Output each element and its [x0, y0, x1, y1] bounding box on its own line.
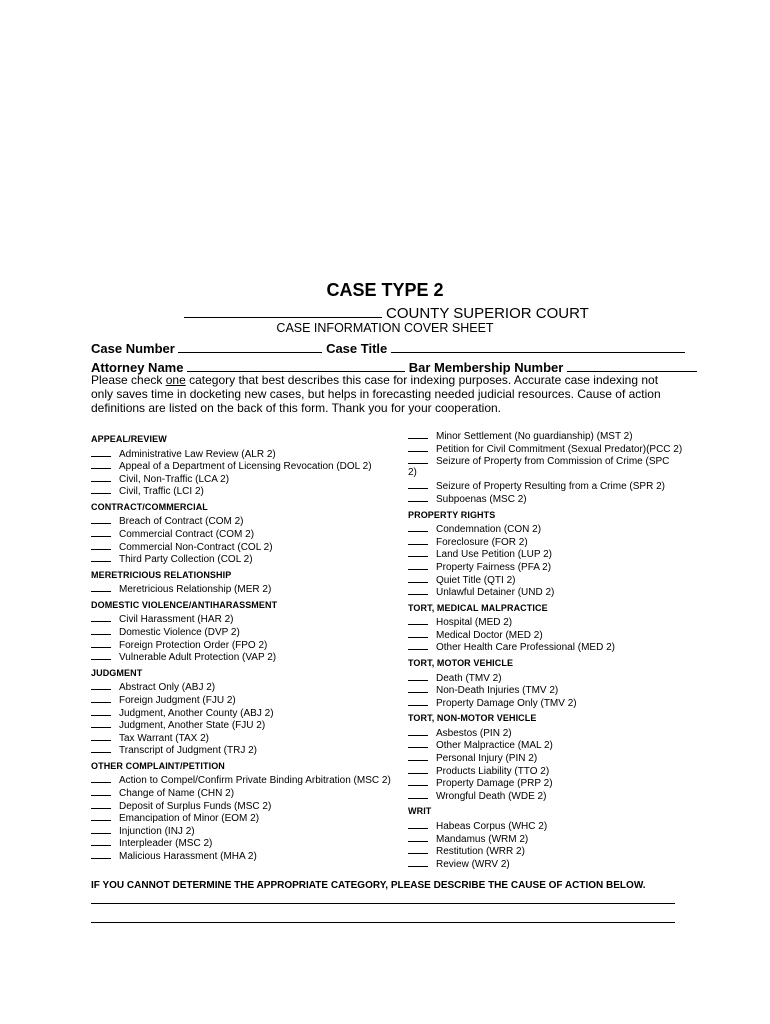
case-title-label: Case Title	[326, 341, 388, 356]
checkbox-blank[interactable]	[91, 811, 111, 821]
case-number-row	[91, 340, 685, 356]
category-option	[91, 612, 233, 625]
checkbox-blank[interactable]	[91, 484, 111, 494]
section-heading: TORT, MEDICAL MALPRACTICE	[408, 602, 548, 613]
checkbox-blank[interactable]	[91, 799, 111, 809]
checkbox-blank[interactable]	[408, 535, 428, 545]
category-option	[91, 540, 273, 553]
checkbox-blank[interactable]	[91, 849, 111, 859]
checkbox-blank[interactable]	[408, 751, 428, 761]
category-label: Commercial Non-Contract (COL 2)	[119, 541, 273, 553]
category-option	[91, 472, 229, 485]
bar-number-field[interactable]	[567, 359, 697, 372]
category-label: Other Malpractice (MAL 2)	[436, 740, 553, 752]
category-label: Judgment, Another County (ABJ 2)	[119, 707, 274, 719]
intro-text: Please check	[91, 373, 166, 387]
checkbox-blank[interactable]	[408, 492, 428, 502]
category-label: Property Damage Only (TMV 2)	[436, 697, 577, 709]
bar-number-label: Bar Membership Number	[408, 360, 564, 375]
category-label: Malicious Harassment (MHA 2)	[119, 851, 257, 862]
category-label: Transcript of Judgment (TRJ 2)	[119, 745, 258, 757]
category-option	[408, 429, 633, 442]
category-label: Meretricious Relationship (MER 2)	[119, 584, 272, 596]
category-option	[408, 640, 615, 653]
category-label: Petition for Civil Commitment (Sexual Predator)(PCC 2)	[436, 443, 683, 455]
category-label: Tax Warrant (TAX 2)	[119, 732, 210, 744]
checkbox-blank[interactable]	[408, 454, 428, 464]
category-option	[408, 726, 512, 739]
section-heading: TORT, NON-MOTOR VEHICLE	[408, 713, 537, 724]
category-option	[408, 751, 537, 764]
category-option	[408, 696, 577, 709]
category-option	[91, 811, 259, 824]
category-option	[408, 522, 541, 535]
category-option	[91, 527, 254, 540]
court-suffix: COUNTY SUPERIOR COURT	[386, 305, 589, 322]
section-heading: MERETRICIOUS RELATIONSHIP	[91, 569, 232, 580]
category-label: Foreclosure (FOR 2)	[436, 536, 528, 548]
checkbox-blank[interactable]	[408, 585, 428, 595]
case-number-label: Case Number	[91, 341, 175, 356]
category-label: Quiet Title (QTI 2)	[436, 574, 516, 586]
checkbox-blank[interactable]	[408, 857, 428, 867]
category-option	[91, 849, 257, 862]
section-heading: PROPERTY RIGHTS	[408, 509, 496, 520]
county-blank[interactable]	[184, 303, 382, 318]
category-label: Property Fairness (PFA 2)	[436, 561, 552, 573]
section-heading: DOMESTIC VIOLENCE/ANTIHARASSMENT	[91, 599, 278, 610]
category-label: Death (TMV 2)	[436, 672, 502, 684]
category-label: Domestic Violence (DVP 2)	[119, 627, 240, 638]
checkbox-blank[interactable]	[91, 612, 111, 622]
checkbox-blank[interactable]	[408, 789, 428, 799]
section-heading: JUDGMENT	[91, 667, 143, 678]
category-label: Foreign Protection Order (FPO 2)	[119, 639, 268, 651]
checkbox-blank[interactable]	[91, 731, 111, 741]
category-label: Civil Harassment (HAR 2)	[119, 614, 234, 626]
attorney-name-field[interactable]	[187, 359, 405, 372]
checkbox-blank[interactable]	[408, 819, 428, 829]
category-label: Mandamus (WRM 2)	[436, 833, 529, 845]
checkbox-blank[interactable]	[91, 706, 111, 716]
category-option	[91, 484, 204, 497]
category-label: Judgment, Another State (FJU 2)	[119, 720, 266, 732]
category-label: Appeal of a Department of Licensing Revocation (DOL 2)	[119, 461, 372, 473]
category-option	[91, 582, 271, 595]
category-option	[91, 799, 271, 812]
category-label: Review (WRV 2)	[436, 858, 510, 870]
category-option	[408, 789, 546, 802]
category-option	[91, 836, 212, 849]
checkbox-blank[interactable]	[408, 764, 428, 774]
checkbox-blank[interactable]	[91, 680, 111, 690]
category-label: Habeas Corpus (WHC 2)	[436, 820, 548, 832]
category-label: Third Party Collection (COL 2)	[119, 554, 253, 566]
category-option	[91, 625, 240, 638]
category-label: Foreign Judgment (FJU 2)	[119, 694, 236, 706]
category-label: Interpleader (MSC 2)	[119, 838, 213, 850]
checkbox-blank[interactable]	[91, 472, 111, 482]
checkbox-blank[interactable]	[408, 522, 428, 532]
category-label: Other Health Care Professional (MED 2)	[436, 642, 615, 654]
category-option	[91, 693, 236, 706]
category-label: Hospital (MED 2)	[436, 617, 513, 629]
category-label: Civil, Traffic (LCI 2)	[119, 486, 204, 498]
category-label: Condemnation (CON 2)	[436, 524, 542, 536]
section-heading: APPEAL/REVIEW	[91, 434, 167, 444]
checkbox-blank[interactable]	[408, 726, 428, 736]
category-option	[408, 764, 549, 777]
intro-text-rest: category that best describes this case for indexing purposes. Accurate case indexing not only saves time in docketing new cases, but helps in forecasting needed judicial resources. Cause of action definitions are listed on the back of this form. Thank you for your cooperation.	[91, 373, 661, 415]
category-label: Injunction (INJ 2)	[119, 825, 195, 837]
category-option	[408, 776, 553, 789]
category-label: Non-Death Injuries (TMV 2)	[436, 685, 559, 697]
category-option	[408, 492, 527, 505]
category-option	[408, 560, 551, 573]
checkbox-blank[interactable]	[91, 552, 111, 562]
category-option	[408, 454, 669, 467]
category-option	[408, 535, 528, 548]
category-option	[408, 547, 552, 560]
category-option	[408, 819, 547, 832]
category-label: Minor Settlement (No guardianship) (MST 2)	[436, 431, 633, 442]
category-option	[408, 615, 512, 628]
checkbox-blank[interactable]	[408, 844, 428, 854]
section-heading: TORT, MOTOR VEHICLE	[408, 658, 514, 668]
checkbox-blank[interactable]	[91, 693, 111, 703]
checkbox-blank[interactable]	[408, 429, 428, 439]
category-option	[91, 650, 276, 663]
category-label: Seizure of Property from Commission of Crime (SPC	[436, 456, 670, 468]
category-option	[91, 459, 372, 472]
category-option	[91, 731, 209, 744]
checkbox-blank[interactable]	[91, 650, 111, 660]
category-option	[91, 680, 215, 693]
checkbox-blank[interactable]	[91, 459, 111, 469]
category-label: Civil, Non-Traffic (LCA 2)	[119, 473, 230, 485]
category-option	[408, 857, 510, 870]
category-label: Subpoenas (MSC 2)	[436, 494, 527, 505]
category-label: Change of Name (CHN 2)	[119, 788, 235, 799]
checkbox-blank[interactable]	[408, 442, 428, 452]
category-option	[91, 824, 195, 837]
section-heading: OTHER COMPLAINT/PETITION	[91, 760, 225, 771]
checkbox-blank[interactable]	[91, 786, 111, 796]
category-label: Deposit of Surplus Funds (MSC 2)	[119, 800, 272, 812]
category-option	[408, 573, 515, 586]
court-line	[184, 303, 589, 322]
category-option	[91, 786, 234, 799]
category-label: Products Liability (TTO 2)	[436, 765, 550, 777]
case-number-field[interactable]	[178, 340, 322, 353]
checkbox-blank[interactable]	[91, 773, 111, 783]
category-label: Land Use Petition (LUP 2)	[436, 549, 552, 561]
category-label: Seizure of Property Resulting from a Crime (SPR 2)	[436, 481, 665, 493]
checkbox-blank[interactable]	[91, 582, 111, 592]
checkbox-blank[interactable]	[91, 447, 111, 457]
checkbox-blank[interactable]	[91, 824, 111, 834]
checkbox-blank[interactable]	[91, 638, 111, 648]
category-label: Medical Doctor (MED 2)	[436, 629, 543, 641]
checkbox-blank[interactable]	[91, 540, 111, 550]
checkbox-blank[interactable]	[408, 547, 428, 557]
section-heading: CONTRACT/COMMERCIAL	[91, 501, 208, 512]
category-label: Personal Injury (PIN 2)	[436, 753, 538, 764]
checkbox-blank[interactable]	[91, 718, 111, 728]
attorney-name-label: Attorney Name	[91, 360, 184, 375]
form-title: CASE TYPE 2	[326, 280, 444, 300]
category-option	[91, 552, 253, 565]
checkbox-blank[interactable]	[408, 683, 428, 693]
description-line-2[interactable]	[91, 922, 675, 923]
category-option	[408, 671, 502, 684]
category-label: Restitution (WRR 2)	[436, 846, 525, 858]
checkbox-blank[interactable]	[408, 640, 428, 650]
checkbox-blank[interactable]	[408, 776, 428, 786]
checkbox-blank[interactable]	[408, 479, 428, 489]
category-label: Asbestos (PIN 2)	[436, 727, 512, 739]
wrapped-text: 2)	[408, 466, 417, 478]
category-option	[408, 738, 553, 751]
category-option	[408, 628, 543, 641]
category-label: Commercial Contract (COM 2)	[119, 529, 255, 540]
category-option	[91, 447, 276, 460]
category-label: Emancipation of Minor (EOM 2)	[119, 813, 260, 825]
category-option	[91, 638, 267, 651]
intro-emphasis: one	[165, 373, 186, 387]
category-label: Action to Compel/Confirm Private Binding Arbitration (MSC 2)	[119, 775, 391, 787]
sheet-title: CASE INFORMATION COVER SHEET	[276, 321, 494, 335]
category-label: Abstract Only (ABJ 2)	[119, 682, 216, 694]
checkbox-blank[interactable]	[408, 832, 428, 842]
category-label: Administrative Law Review (ALR 2)	[119, 448, 276, 460]
describe-instruction: IF YOU CANNOT DETERMINE THE APPROPRIATE CATEGORY, PLEASE DESCRIBE THE CAUSE OF ACTION BELOW.	[91, 880, 646, 891]
checkbox-blank[interactable]	[408, 560, 428, 570]
category-label: Property Damage (PRP 2)	[436, 778, 553, 790]
category-option	[408, 832, 528, 845]
category-label: Breach of Contract (COM 2)	[119, 516, 244, 528]
category-label: Vulnerable Adult Protection (VAP 2)	[119, 652, 277, 664]
checkbox-blank[interactable]	[91, 836, 111, 846]
category-option	[408, 585, 554, 598]
category-label: Wrongful Death (WDE 2)	[436, 790, 547, 802]
section-heading: WRIT	[408, 806, 432, 817]
checkbox-blank[interactable]	[408, 573, 428, 583]
category-option	[408, 442, 682, 455]
case-title-field[interactable]	[391, 340, 685, 353]
checkbox-blank[interactable]	[408, 696, 428, 706]
category-label: Unlawful Detainer (UND 2)	[436, 587, 555, 599]
instructions	[91, 373, 681, 415]
checkbox-blank[interactable]	[408, 615, 428, 625]
category-option	[408, 844, 525, 857]
checkbox-blank[interactable]	[408, 738, 428, 748]
category-option	[91, 773, 391, 786]
checkbox-blank[interactable]	[408, 628, 428, 638]
category-option	[408, 683, 558, 696]
category-option	[91, 718, 265, 731]
checkbox-blank[interactable]	[91, 743, 111, 753]
description-line-1[interactable]	[91, 903, 675, 904]
category-option	[408, 479, 665, 492]
category-option	[91, 706, 274, 719]
category-option	[91, 743, 257, 756]
checkbox-blank[interactable]	[91, 527, 111, 537]
checkbox-blank[interactable]	[91, 625, 111, 635]
checkbox-blank[interactable]	[91, 514, 111, 524]
checkbox-blank[interactable]	[408, 671, 428, 681]
category-option	[91, 514, 243, 527]
